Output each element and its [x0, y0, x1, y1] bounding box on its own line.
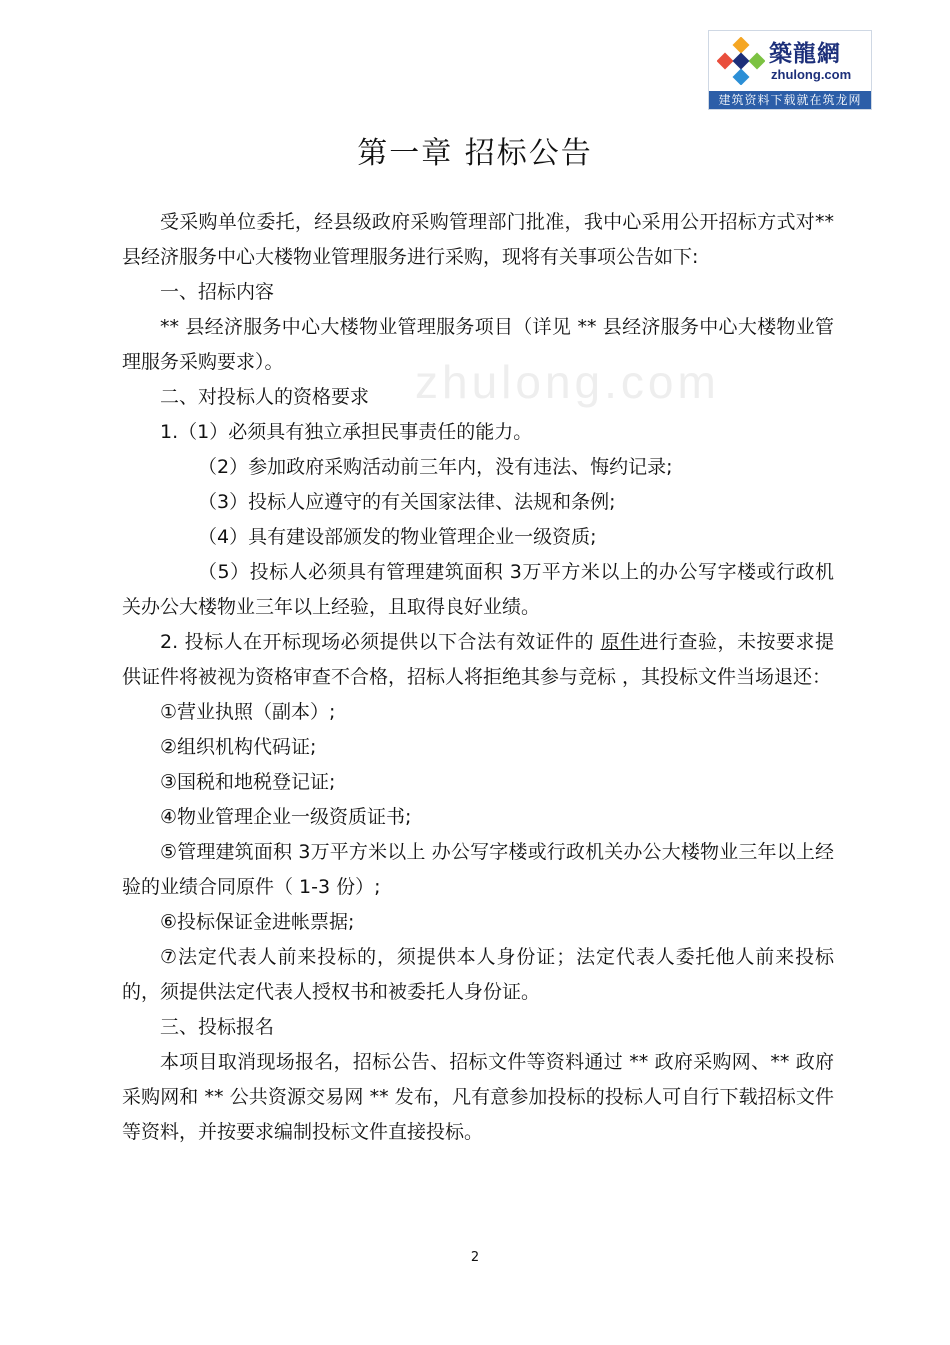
requirement-item — [122, 625, 834, 695]
requirement-text: 进行查验，未按要求提供证件将被视为资格审查不合格，招标人将拒绝其参与竞标 ，其投标文件当场退还： — [122, 631, 834, 688]
requirement-item: 1.（1）必须具有独立承担民事责任的能力。 — [160, 421, 533, 443]
document-list-item: ③国税和地税登记证; — [160, 771, 336, 793]
logo-pinwheel-icon — [717, 37, 765, 85]
requirement-item: （2）参加政府采购活动前三年内，没有违法、悔约记录; — [198, 456, 673, 478]
page-number: 2 — [470, 1250, 480, 1265]
logo-name: 築龍網 — [769, 40, 841, 67]
page-title: 第一章 招标公告 — [357, 136, 593, 171]
requirement-item: （4）具有建设部颁发的物业管理企业一级资质; — [198, 526, 597, 548]
underlined-term: 原件 — [600, 631, 640, 653]
document-list-item: ⑥投标保证金进帐票据; — [160, 911, 355, 933]
paragraph: ** 县经济服务中心大楼物业管理服务项目（详见 ** 县经济服务中心大楼物业管理服务采购要求）。 — [122, 316, 834, 373]
requirement-text: 2. 投标人在开标现场必须提供以下合法有效证件的 — [160, 631, 595, 653]
section-heading-2: 二、对投标人的资格要求 — [160, 386, 370, 408]
logo-domain: zhulong.com — [771, 67, 852, 82]
intro-paragraph: 受采购单位委托，经县级政府采购管理部门批准，我中心采用公开招标方式对** 县经济服务中心大楼物业管理服务进行采购，现将有关事项公告如下: — [122, 211, 834, 268]
document-list-item: ①营业执照（副本）; — [160, 701, 336, 723]
paragraph: 本项目取消现场报名，招标公告、招标文件等资料通过 ** 政府采购网、** 政府采购网和 ** 公共资源交易网 ** 发布，凡有意参加投标的投标人可自行下载招标文件等资料，并按要求编制投标文件直接投标。 — [122, 1051, 834, 1143]
section-heading-1: 一、招标内容 — [160, 281, 275, 303]
document-list-item: ④物业管理企业一级资质证书; — [160, 806, 412, 828]
watermark: zhulong.com — [415, 356, 720, 408]
document-body — [122, 205, 834, 1150]
requirement-text: （5）投标人必须具有管理建筑面积 3万平方米以上的办公写字楼或行政机关办公大楼物业三年以上经验，且取得良好业绩。 — [122, 561, 834, 618]
document-list-item: ②组织机构代码证; — [160, 736, 317, 758]
document-list-item: ⑤管理建筑面积 3万平方米以上 办公写字楼或行政机关办公大楼物业三年以上经验的业绩合同原件（ 1-3 份）; — [122, 841, 834, 898]
document-list-item: ⑦法定代表人前来投标的，须提供本人身份证；法定代表人委托他人前来投标的，须提供法定代表人授权书和被委托人身份证。 — [122, 946, 834, 1003]
requirement-item: （3）投标人应遵守的有关国家法律、法规和条例; — [198, 491, 616, 513]
logo-slogan: 建筑资料下载就在筑龙网 — [709, 91, 871, 109]
zhulong-logo — [708, 30, 872, 110]
section-heading-3: 三、投标报名 — [160, 1016, 275, 1038]
requirement-item — [122, 555, 834, 625]
